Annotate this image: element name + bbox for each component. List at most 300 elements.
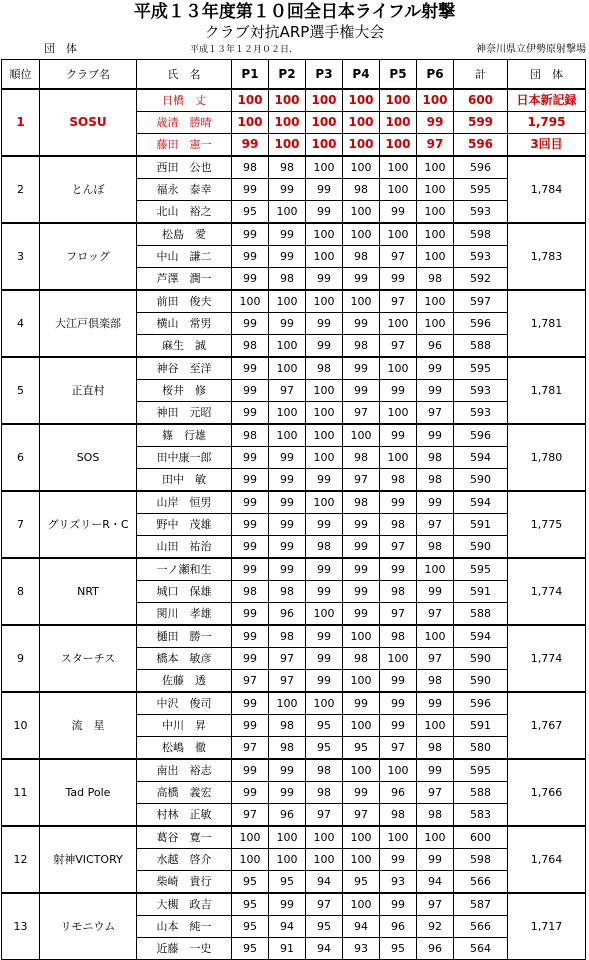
shooter-name-cell: 藤田 憲一	[137, 134, 232, 157]
shooter-total-cell: 592	[454, 268, 508, 291]
shooter-name-cell: 桜井 修	[137, 380, 232, 402]
score-p4-cell: 100	[343, 201, 380, 224]
score-p3-cell: 99	[306, 335, 343, 358]
venue: 神奈川県立伊勢原射撃場	[476, 44, 586, 55]
score-p1-cell: 99	[232, 268, 269, 291]
team-total-cell: 1,774	[508, 625, 586, 692]
score-p4-cell: 99	[343, 268, 380, 291]
col-header-p6: P6	[417, 60, 454, 90]
score-p1-cell: 98	[232, 335, 269, 358]
score-p6-cell: 98	[417, 469, 454, 492]
score-p1-cell: 99	[232, 246, 269, 268]
shooter-total-cell: 595	[454, 759, 508, 782]
shooter-total-cell: 588	[454, 603, 508, 626]
score-p6-cell: 99	[417, 491, 454, 514]
score-p5-cell: 100	[380, 759, 417, 782]
score-p2-cell: 100	[269, 692, 306, 715]
shooter-name-cell: 柴崎 貴行	[137, 871, 232, 894]
team-group	[2, 223, 586, 290]
shooter-total-cell: 593	[454, 246, 508, 268]
score-p6-cell: 100	[417, 89, 454, 112]
team-group	[2, 357, 586, 424]
rank-cell: 1	[2, 89, 40, 156]
score-p4-cell: 99	[343, 581, 380, 603]
shooter-total-cell: 596	[454, 692, 508, 715]
score-p3-cell: 98	[306, 759, 343, 782]
score-p4-cell: 98	[343, 335, 380, 358]
score-p5-cell: 99	[380, 424, 417, 447]
score-p2-cell: 97	[269, 670, 306, 693]
score-p2-cell: 99	[269, 759, 306, 782]
header-row	[2, 60, 586, 90]
score-p1-cell: 97	[232, 737, 269, 760]
shooter-total-cell: 566	[454, 916, 508, 938]
score-p5-cell: 99	[380, 268, 417, 291]
score-p5-cell: 99	[380, 558, 417, 581]
team-group	[2, 558, 586, 625]
table-row	[2, 893, 586, 916]
score-p5-cell: 93	[380, 871, 417, 894]
score-p4-cell: 99	[343, 536, 380, 559]
page-subtitle: クラブ対抗ARP選手権大会	[204, 23, 385, 41]
shooter-total-cell: 590	[454, 648, 508, 670]
shooter-name-cell: 関川 孝雄	[137, 603, 232, 626]
score-p5-cell: 98	[380, 804, 417, 827]
score-p1-cell: 99	[232, 491, 269, 514]
score-p2-cell: 98	[269, 156, 306, 179]
score-p2-cell: 95	[269, 871, 306, 894]
score-p2-cell: 99	[269, 223, 306, 246]
score-p3-cell: 97	[306, 804, 343, 827]
team-group	[2, 156, 586, 223]
team-total-cell: 1,774	[508, 558, 586, 625]
score-p2-cell: 100	[269, 134, 306, 157]
shooter-total-cell: 597	[454, 290, 508, 313]
score-p5-cell: 97	[380, 335, 417, 358]
score-p4-cell: 100	[343, 156, 380, 179]
rank-cell: 4	[2, 290, 40, 357]
shooter-name-cell: 田中康一郎	[137, 447, 232, 469]
score-p3-cell: 99	[306, 670, 343, 693]
score-p5-cell: 98	[380, 581, 417, 603]
score-p1-cell: 98	[232, 581, 269, 603]
score-p5-cell: 96	[380, 916, 417, 938]
section-label: 団 体	[44, 42, 77, 55]
shooter-name-cell: 福永 泰幸	[137, 179, 232, 201]
score-p1-cell: 95	[232, 916, 269, 938]
score-p1-cell: 99	[232, 134, 269, 157]
team-total-cell: 1,780	[508, 424, 586, 491]
rank-cell: 13	[2, 893, 40, 960]
table-row	[2, 826, 586, 849]
score-p1-cell: 100	[232, 849, 269, 871]
score-p4-cell: 99	[343, 357, 380, 380]
shooter-name-cell: 神谷 至洋	[137, 357, 232, 380]
shooter-total-cell: 564	[454, 938, 508, 960]
score-p6-cell: 97	[417, 603, 454, 626]
club-name-cell: 大江戸倶楽部	[40, 290, 137, 357]
shooter-name-cell: 横山 常男	[137, 313, 232, 335]
table-row	[2, 424, 586, 447]
note-cell: 日本新記録	[508, 89, 586, 112]
col-header-p1: P1	[232, 60, 269, 90]
col-header-p2: P2	[269, 60, 306, 90]
score-p2-cell: 100	[269, 201, 306, 224]
score-p1-cell: 98	[232, 156, 269, 179]
shooter-total-cell: 593	[454, 201, 508, 224]
col-header-p4: P4	[343, 60, 380, 90]
score-p2-cell: 99	[269, 558, 306, 581]
team-group	[2, 893, 586, 960]
score-p2-cell: 99	[269, 179, 306, 201]
shooter-name-cell: 高橋 義宏	[137, 782, 232, 804]
table-row	[2, 625, 586, 648]
team-total-cell: 1,784	[508, 156, 586, 223]
score-p6-cell: 100	[417, 826, 454, 849]
shooter-name-cell: 神田 元昭	[137, 402, 232, 425]
shooter-total-cell: 590	[454, 469, 508, 492]
club-name-cell: SOS	[40, 424, 137, 491]
results-table	[1, 59, 586, 960]
score-p6-cell: 99	[417, 380, 454, 402]
score-p3-cell: 99	[306, 313, 343, 335]
table-row	[2, 759, 586, 782]
score-p1-cell: 98	[232, 424, 269, 447]
shooter-name-cell: 佐藤 透	[137, 670, 232, 693]
shooter-total-cell: 598	[454, 223, 508, 246]
club-name-cell: 射神VICTORY	[40, 826, 137, 893]
score-p3-cell: 99	[306, 179, 343, 201]
rank-cell: 11	[2, 759, 40, 826]
score-p6-cell: 99	[417, 759, 454, 782]
score-p3-cell: 99	[306, 648, 343, 670]
table-row	[2, 491, 586, 514]
table-row	[2, 558, 586, 581]
score-p1-cell: 95	[232, 893, 269, 916]
score-p2-cell: 100	[269, 335, 306, 358]
col-header-total: 計	[454, 60, 508, 90]
team-total-cell: 1,767	[508, 692, 586, 759]
score-p5-cell: 96	[380, 782, 417, 804]
shooter-total-cell: 593	[454, 380, 508, 402]
score-p5-cell: 100	[380, 357, 417, 380]
score-p2-cell: 98	[269, 715, 306, 737]
club-name-cell: 正直村	[40, 357, 137, 424]
score-p5-cell: 100	[380, 402, 417, 425]
score-p5-cell: 99	[380, 893, 417, 916]
score-p4-cell: 98	[343, 246, 380, 268]
score-p6-cell: 100	[417, 715, 454, 737]
score-p4-cell: 100	[343, 290, 380, 313]
score-p6-cell: 97	[417, 134, 454, 157]
score-p4-cell: 98	[343, 447, 380, 469]
score-p5-cell: 97	[380, 536, 417, 559]
team-group	[2, 826, 586, 893]
score-p2-cell: 100	[269, 402, 306, 425]
score-p4-cell: 100	[343, 112, 380, 134]
team-group	[2, 491, 586, 558]
shooter-name-cell: 山田 祐治	[137, 536, 232, 559]
table-row	[2, 357, 586, 380]
shooter-total-cell: 566	[454, 871, 508, 894]
rank-cell: 2	[2, 156, 40, 223]
note-cell: 3回目	[508, 134, 586, 157]
score-p4-cell: 95	[343, 871, 380, 894]
score-p5-cell: 99	[380, 670, 417, 693]
shooter-name-cell: 前田 俊夫	[137, 290, 232, 313]
table-row	[2, 290, 586, 313]
rank-cell: 9	[2, 625, 40, 692]
shooter-name-cell: 一ノ瀬和生	[137, 558, 232, 581]
rank-cell: 5	[2, 357, 40, 424]
shooter-total-cell: 600	[454, 89, 508, 112]
score-p5-cell: 100	[380, 648, 417, 670]
score-p4-cell: 97	[343, 469, 380, 492]
score-p3-cell: 99	[306, 625, 343, 648]
score-p5-cell: 98	[380, 625, 417, 648]
shooter-total-cell: 596	[454, 313, 508, 335]
score-p5-cell: 99	[380, 849, 417, 871]
score-p6-cell: 100	[417, 313, 454, 335]
score-p6-cell: 96	[417, 938, 454, 960]
score-p2-cell: 98	[269, 581, 306, 603]
score-p4-cell: 100	[343, 849, 380, 871]
team-group	[2, 89, 586, 156]
score-p3-cell: 100	[306, 491, 343, 514]
score-p1-cell: 100	[232, 826, 269, 849]
score-p2-cell: 100	[269, 826, 306, 849]
shooter-name-cell: 中沢 俊司	[137, 692, 232, 715]
score-p4-cell: 99	[343, 558, 380, 581]
shooter-name-cell: 篠 行雄	[137, 424, 232, 447]
score-p1-cell: 100	[232, 290, 269, 313]
score-p4-cell: 100	[343, 625, 380, 648]
team-group	[2, 759, 586, 826]
score-p3-cell: 99	[306, 469, 343, 492]
shooter-total-cell: 594	[454, 491, 508, 514]
score-p3-cell: 100	[306, 223, 343, 246]
page-title: 平成１３年度第１０回全日本ライフル射撃	[133, 2, 456, 22]
score-p2-cell: 91	[269, 938, 306, 960]
col-header-club: クラブ名	[40, 60, 137, 90]
score-p1-cell: 99	[232, 715, 269, 737]
score-p4-cell: 100	[343, 89, 380, 112]
score-p1-cell: 95	[232, 871, 269, 894]
rank-cell: 6	[2, 424, 40, 491]
score-p4-cell: 98	[343, 491, 380, 514]
score-p3-cell: 98	[306, 357, 343, 380]
score-p1-cell: 99	[232, 625, 269, 648]
score-p4-cell: 99	[343, 313, 380, 335]
club-name-cell: NRT	[40, 558, 137, 625]
score-p1-cell: 99	[232, 223, 269, 246]
score-p3-cell: 100	[306, 134, 343, 157]
score-p6-cell: 100	[417, 290, 454, 313]
team-total-cell: 1,717	[508, 893, 586, 960]
shooter-name-cell: 田中 敏	[137, 469, 232, 492]
score-p1-cell: 100	[232, 89, 269, 112]
score-p2-cell: 99	[269, 536, 306, 559]
score-p3-cell: 95	[306, 737, 343, 760]
shooter-total-cell: 591	[454, 581, 508, 603]
col-header-p3: P3	[306, 60, 343, 90]
score-p5-cell: 98	[380, 514, 417, 536]
score-p5-cell: 100	[380, 156, 417, 179]
shooter-total-cell: 595	[454, 558, 508, 581]
score-p3-cell: 95	[306, 916, 343, 938]
score-p2-cell: 100	[269, 112, 306, 134]
score-p2-cell: 97	[269, 648, 306, 670]
team-group	[2, 424, 586, 491]
score-p3-cell: 100	[306, 447, 343, 469]
score-p5-cell: 99	[380, 715, 417, 737]
score-p3-cell: 99	[306, 201, 343, 224]
rank-cell: 7	[2, 491, 40, 558]
score-p3-cell: 100	[306, 849, 343, 871]
score-p1-cell: 99	[232, 759, 269, 782]
score-p3-cell: 94	[306, 938, 343, 960]
score-p4-cell: 99	[343, 380, 380, 402]
club-name-cell: SOSU	[40, 89, 137, 156]
shooter-name-cell: 歳清 勝晴	[137, 112, 232, 134]
shooter-total-cell: 596	[454, 156, 508, 179]
event-date: 平成１３年１２月０２日.	[190, 45, 292, 55]
score-p2-cell: 99	[269, 893, 306, 916]
shooter-name-cell: 南出 裕志	[137, 759, 232, 782]
col-header-p5: P5	[380, 60, 417, 90]
score-p6-cell: 97	[417, 402, 454, 425]
score-p6-cell: 98	[417, 268, 454, 291]
score-p2-cell: 99	[269, 469, 306, 492]
score-p4-cell: 100	[343, 759, 380, 782]
score-p6-cell: 97	[417, 648, 454, 670]
score-p5-cell: 100	[380, 826, 417, 849]
score-p6-cell: 97	[417, 782, 454, 804]
shooter-name-cell: 中山 謙二	[137, 246, 232, 268]
shooter-total-cell: 591	[454, 514, 508, 536]
shooter-name-cell: 大槻 政吉	[137, 893, 232, 916]
score-p4-cell: 100	[343, 826, 380, 849]
table-row	[2, 692, 586, 715]
score-p6-cell: 98	[417, 670, 454, 693]
shooter-name-cell: 芦澤 潤一	[137, 268, 232, 291]
shooter-total-cell: 583	[454, 804, 508, 827]
club-name-cell: 流 星	[40, 692, 137, 759]
score-p5-cell: 100	[380, 112, 417, 134]
club-name-cell: スターチス	[40, 625, 137, 692]
score-p1-cell: 99	[232, 692, 269, 715]
score-p2-cell: 98	[269, 737, 306, 760]
score-p3-cell: 100	[306, 112, 343, 134]
shooter-name-cell: 松嶋 徹	[137, 737, 232, 760]
shooter-name-cell: 村林 正敏	[137, 804, 232, 827]
score-p1-cell: 99	[232, 313, 269, 335]
shooter-total-cell: 588	[454, 782, 508, 804]
score-p5-cell: 100	[380, 313, 417, 335]
table-row	[2, 156, 586, 179]
score-p6-cell: 98	[417, 737, 454, 760]
team-group	[2, 625, 586, 692]
score-p4-cell: 97	[343, 804, 380, 827]
score-p6-cell: 99	[417, 112, 454, 134]
score-p5-cell: 97	[380, 603, 417, 626]
score-p6-cell: 99	[417, 849, 454, 871]
score-p1-cell: 99	[232, 402, 269, 425]
score-p6-cell: 100	[417, 625, 454, 648]
score-p4-cell: 100	[343, 715, 380, 737]
score-p3-cell: 97	[306, 893, 343, 916]
score-p4-cell: 100	[343, 223, 380, 246]
shooter-name-cell: 橋本 敏彦	[137, 648, 232, 670]
shooter-total-cell: 594	[454, 447, 508, 469]
score-p4-cell: 100	[343, 670, 380, 693]
team-total-cell: 1,775	[508, 491, 586, 558]
shooter-total-cell: 587	[454, 893, 508, 916]
team-total-cell: 1,764	[508, 826, 586, 893]
score-p6-cell: 100	[417, 201, 454, 224]
shooter-name-cell: 麻生 誠	[137, 335, 232, 358]
shooter-total-cell: 600	[454, 826, 508, 849]
score-p3-cell: 100	[306, 692, 343, 715]
score-p5-cell: 97	[380, 737, 417, 760]
shooter-name-cell: 山本 純一	[137, 916, 232, 938]
shooter-total-cell: 590	[454, 670, 508, 693]
score-p5-cell: 97	[380, 246, 417, 268]
score-p1-cell: 99	[232, 536, 269, 559]
score-p1-cell: 97	[232, 670, 269, 693]
score-p2-cell: 99	[269, 246, 306, 268]
shooter-name-cell: 北山 裕之	[137, 201, 232, 224]
score-p6-cell: 100	[417, 156, 454, 179]
score-p1-cell: 99	[232, 469, 269, 492]
table-row	[2, 223, 586, 246]
table-row	[2, 89, 586, 112]
score-p4-cell: 99	[343, 603, 380, 626]
score-p1-cell: 99	[232, 782, 269, 804]
shooter-name-cell: 松島 愛	[137, 223, 232, 246]
score-p2-cell: 99	[269, 313, 306, 335]
shooter-name-cell: 日橋 丈	[137, 89, 232, 112]
score-p6-cell: 92	[417, 916, 454, 938]
score-p2-cell: 100	[269, 357, 306, 380]
score-p5-cell: 99	[380, 380, 417, 402]
score-p5-cell: 100	[380, 134, 417, 157]
col-header-rank: 順位	[2, 60, 40, 90]
score-p1-cell: 99	[232, 357, 269, 380]
shooter-total-cell: 598	[454, 849, 508, 871]
shooter-name-cell: 中川 昇	[137, 715, 232, 737]
shooter-total-cell: 599	[454, 112, 508, 134]
score-p6-cell: 100	[417, 179, 454, 201]
score-p2-cell: 100	[269, 424, 306, 447]
score-p4-cell: 100	[343, 893, 380, 916]
shooter-total-cell: 588	[454, 335, 508, 358]
shooter-name-cell: 西田 公也	[137, 156, 232, 179]
score-p6-cell: 98	[417, 536, 454, 559]
rank-cell: 8	[2, 558, 40, 625]
score-p6-cell: 94	[417, 871, 454, 894]
score-p1-cell: 97	[232, 804, 269, 827]
team-group	[2, 692, 586, 759]
score-p3-cell: 100	[306, 424, 343, 447]
score-p2-cell: 99	[269, 491, 306, 514]
score-p4-cell: 98	[343, 648, 380, 670]
score-p3-cell: 100	[306, 246, 343, 268]
score-p3-cell: 99	[306, 268, 343, 291]
score-p2-cell: 100	[269, 89, 306, 112]
score-p3-cell: 100	[306, 826, 343, 849]
score-p3-cell: 100	[306, 380, 343, 402]
